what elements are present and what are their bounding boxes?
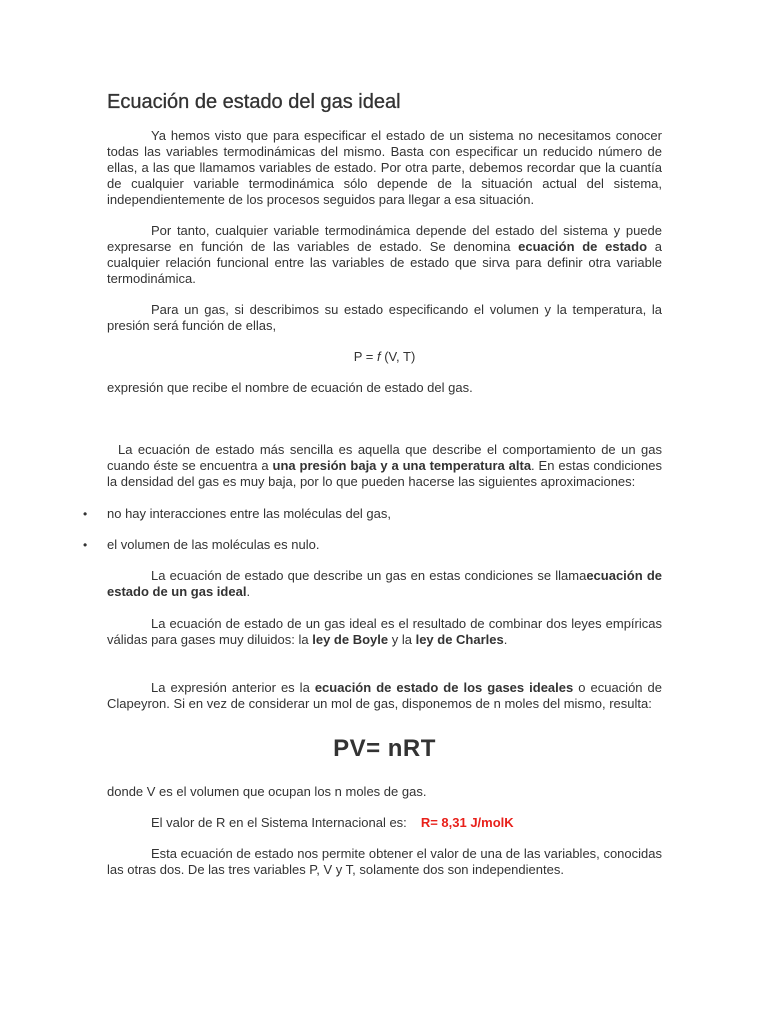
paragraph-independent-variables: Esta ecuación de estado nos permite obtener el valor de una de las variables, conocidas las otras dos. De las tres variables P, V y T, solamente dos son independientes. (107, 846, 662, 877)
gas-constant-value: R= 8,31 J/molK (420, 815, 514, 830)
list-item (83, 506, 662, 522)
approximations-list (83, 506, 662, 553)
paragraph-expression-name: expresión que recibe el nombre de ecuación de estado del gas. (107, 380, 473, 395)
formula-ideal-gas-law: PV= nRT (333, 735, 436, 762)
paragraph-text: La ecuación de estado que describe un gas en estas condiciones se llama (151, 568, 587, 583)
list-item-text: el volumen de las moléculas es nulo. (107, 537, 320, 552)
formula-args: (V, T) (380, 349, 416, 364)
bullet-icon: • (83, 538, 88, 552)
paragraph-text: La ecuación de estado más sencilla es aquella que describe el comportamiento de un gas cuando éste se encuentra a (107, 442, 662, 473)
document-title: Ecuación de estado del gas ideal (107, 91, 401, 113)
paragraph-text: El valor de R en el Sistema Internacional es: (151, 815, 407, 830)
paragraph-text: o ecuación de Clapeyron. Si en vez de considerar un mol de gas, disponemos de n moles del mismo, resulta: (107, 680, 662, 711)
formula-pressure-function (107, 349, 662, 365)
term-ley-de-boyle: ley de Boyle (312, 632, 389, 647)
document-page (83, 90, 663, 878)
paragraph-simplest-equation (107, 442, 662, 490)
paragraph-text: La expresión anterior es la (151, 680, 315, 695)
paragraph-state-variables: Ya hemos visto que para especificar el estado de un sistema no necesitamos conocer todas las variables termodinámicas del mismo. Basta con especificar un reducido número de ellas, a las que llamamos variables de estado. Por otra parte, debemos recordar que la cuantía de cualquier variable termodinámica sólo depende de la situación actual del sistema, independientemente de los procesos seguidos para llegar a esa situación. (107, 128, 662, 207)
bullet-icon: • (83, 507, 88, 521)
term-ecuacion-de-estado: ecuación de estado (518, 239, 648, 254)
paragraph-text: . (503, 632, 508, 647)
paragraph-text: Por tanto, cualquier variable termodinámica depende del estado del sistema y puede expresarse en función de las variables de estado. Se denomina (107, 223, 662, 254)
term-low-pressure-high-temperature: una presión baja y a una temperatura alta (272, 458, 532, 473)
formula-lhs: P = (353, 349, 377, 364)
paragraph-text: . En estas condiciones la densidad del gas es muy baja, por lo que pueden hacerse las siguientes aproximaciones: (107, 458, 662, 489)
paragraph-gas-pressure: Para un gas, si describimos su estado especificando el volumen y la temperatura, la presión será función de ellas, (107, 302, 662, 333)
paragraph-r-value (107, 815, 662, 831)
term-ideal-gas-equation: ecuación de estado de un gas ideal (107, 568, 663, 599)
list-item (83, 537, 662, 553)
paragraph-equation-of-state (107, 223, 662, 287)
paragraph-text: y la (388, 632, 416, 647)
formula-function-symbol: f (376, 349, 381, 364)
paragraph-text: La ecuación de estado de un gas ideal es el resultado de combinar dos leyes empíricas válidas para gases muy diluidos: la (107, 616, 662, 647)
term-ideal-gases-equation: ecuación de estado de los gases ideales (314, 680, 574, 695)
term-ley-de-charles: ley de Charles (415, 632, 504, 647)
paragraph-ideal-gas-definition (107, 568, 662, 600)
paragraph-boyle-charles (107, 616, 662, 648)
paragraph-clapeyron (107, 680, 662, 712)
paragraph-text: . (246, 584, 251, 599)
paragraph-text: a cualquier relación funcional entre las variables de estado que sirva para definir otra variable termodinámica. (107, 239, 663, 286)
paragraph-volume-definition: donde V es el volumen que ocupan los n moles de gas. (107, 784, 427, 799)
list-item-text: no hay interacciones entre las moléculas del gas, (107, 506, 391, 521)
